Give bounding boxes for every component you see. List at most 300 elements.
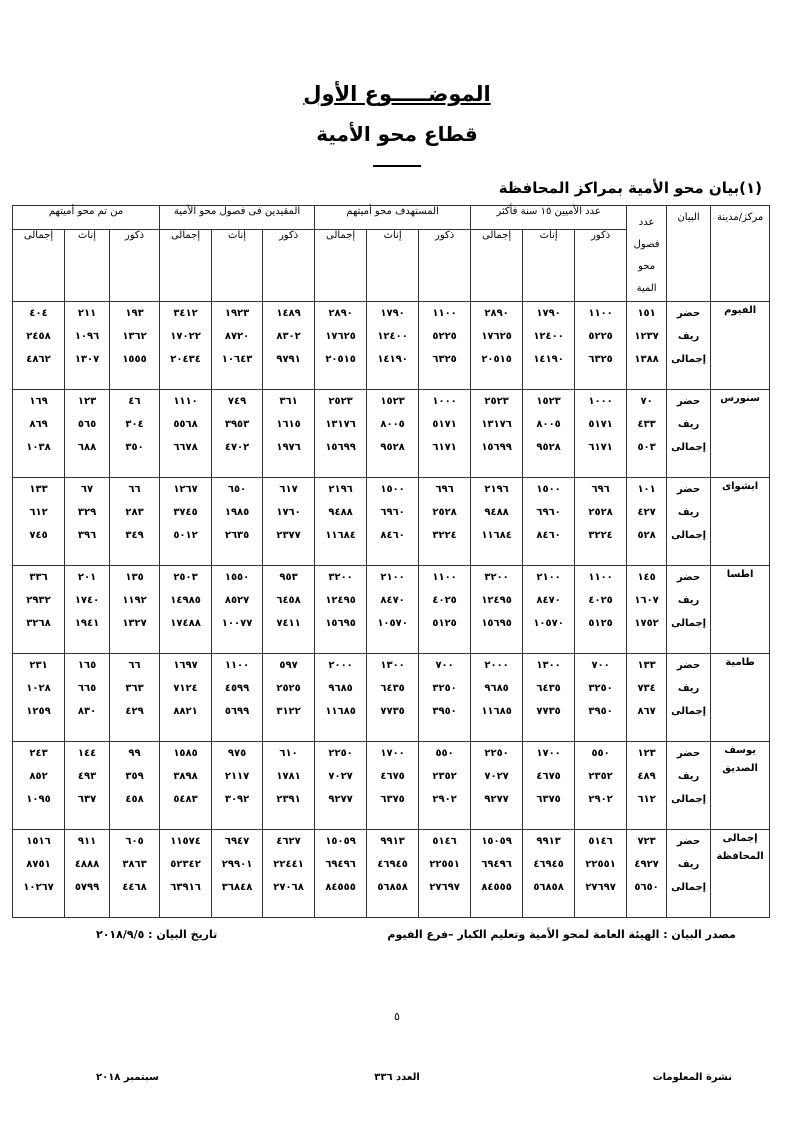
cell-value: ٣٠٤ xyxy=(125,418,144,430)
cell-value: ٢٨٣ xyxy=(125,506,144,518)
cell-value: ١٣٣ xyxy=(637,659,656,671)
cell-cmp-t xyxy=(13,741,65,829)
cell-value: ١٥٠٠ xyxy=(536,483,561,495)
cell-tgt-f xyxy=(367,565,419,653)
cell-value: ١٦٩٧ xyxy=(173,659,198,671)
cell-tgt-t xyxy=(315,389,367,477)
cell-value: ٦٩٤٧ xyxy=(224,835,250,847)
cell-value: ٨٠٠٥ xyxy=(536,418,561,430)
cell-value: ٨٤٧٠ xyxy=(380,594,405,606)
cell-value: ٢٨٩٠ xyxy=(484,307,509,319)
cell-value: ١١٦٨٤ xyxy=(325,529,356,541)
cell-value: ١٧٩٠ xyxy=(536,307,561,319)
cell-value: ٤٤٦٨ xyxy=(122,881,147,893)
row-types xyxy=(667,477,711,565)
cell-value: ١٤٥ xyxy=(637,571,656,583)
cell-value: ٥٥٠ xyxy=(435,747,454,759)
table-row xyxy=(13,829,770,917)
cell-classes xyxy=(627,301,667,389)
cell-value: ٩٥٢٨ xyxy=(380,441,405,453)
cell-value: ٦٦ xyxy=(128,483,141,495)
cell-value: ٣٢٩ xyxy=(77,506,97,518)
row-types xyxy=(667,829,711,917)
cell-value: ٩٤٨٨ xyxy=(484,506,509,518)
cell-ill-f xyxy=(523,301,575,389)
cell-value: ٢٩٩٠١ xyxy=(221,858,253,870)
cell-value: ٣٣٦ xyxy=(29,571,48,583)
header-target: المستهدف محو أميتهم xyxy=(315,206,471,230)
cell-value: ٦٤٣٥ xyxy=(536,682,561,694)
cell-value: ١٦٥ xyxy=(77,659,97,671)
cell-tgt-m xyxy=(419,829,471,917)
cell-value: ٥٢٨ xyxy=(637,529,656,541)
page-title: الموضـــــوع الأول xyxy=(303,82,491,106)
cell-value: ٢٧٦٩٧ xyxy=(429,881,460,893)
cell-value: ٤٠٤ xyxy=(29,307,48,319)
cell-cmp-t xyxy=(13,301,65,389)
cell-value: ١١٩٢ xyxy=(122,594,147,606)
cell-value: ٦١٧١ xyxy=(588,441,613,453)
cell-value: ١١٦٨٤ xyxy=(481,529,512,541)
cell-cmp-t xyxy=(13,477,65,565)
cell-value: ٧٧٣٥ xyxy=(380,705,405,717)
cell-value: ٨٧٢٠ xyxy=(224,330,250,342)
header-classes: عدد فصول محو المية xyxy=(627,206,667,302)
cell-cmp-m xyxy=(110,829,160,917)
cell-value: ٩٧٥ xyxy=(227,747,247,759)
cell-ill-t xyxy=(471,389,523,477)
row-type-label: إجمالى xyxy=(671,353,707,365)
cell-value: ٥٦٩٩ xyxy=(224,705,250,717)
cell-classes xyxy=(627,565,667,653)
cell-value: ٣٢٦٨ xyxy=(26,617,51,629)
cell-value: ٢٠٤٣٤ xyxy=(170,353,201,365)
cell-classes xyxy=(627,477,667,565)
cell-value: ٢٣٥٢ xyxy=(432,770,457,782)
cell-value: ١٤٤ xyxy=(77,747,97,759)
cell-value: ١٢٤٩٥ xyxy=(325,594,356,606)
cell-value: ٥٢٢٥ xyxy=(588,330,613,342)
cell-value: ٧٠٢٧ xyxy=(328,770,353,782)
footer-issue: العدد ٣٣٦ xyxy=(374,1072,420,1083)
cell-value: ١٧٨١ xyxy=(276,770,301,782)
row-type-label: إجمالى xyxy=(671,881,707,893)
sub-total: إجمالى xyxy=(160,230,212,301)
cell-value: ٥٦٥٠ xyxy=(634,881,659,893)
cell-value: ١١٠٠ xyxy=(588,571,613,583)
row-type-label: حضر xyxy=(676,395,701,407)
cell-value: ٥١٢٥ xyxy=(588,617,613,629)
cell-value: ٧٠٠ xyxy=(435,659,454,671)
cell-value: ٣٤٩ xyxy=(125,529,144,541)
cell-value: ٣٠٩٢ xyxy=(224,793,250,805)
row-city: سنورس xyxy=(711,389,770,477)
cell-value: ٤٦٢٧ xyxy=(276,835,301,847)
cell-value: ٦٩٤٩٦ xyxy=(325,858,356,870)
cell-cmp-m xyxy=(110,741,160,829)
cell-classes xyxy=(627,741,667,829)
cell-value: ٣٦٨٤٨ xyxy=(221,881,253,893)
cell-value: ١١٥٧٤ xyxy=(170,835,201,847)
literacy-table xyxy=(12,205,770,918)
cell-value: ١٣٨٨ xyxy=(634,353,659,365)
header-completed: من تم محو أميتهم xyxy=(13,206,160,230)
cell-tgt-t xyxy=(315,565,367,653)
cell-cmp-t xyxy=(13,389,65,477)
cell-cmp-t xyxy=(13,829,65,917)
cell-value: ٣٢٥٠ xyxy=(432,682,457,694)
row-type-label: حضر xyxy=(676,747,701,759)
cell-ill-f xyxy=(523,477,575,565)
cell-value: ٧٤١١ xyxy=(276,617,301,629)
cell-value: ٢٧٦٩٧ xyxy=(585,881,616,893)
cell-value: ١٥٢٣ xyxy=(380,395,405,407)
cell-value: ٢١٠٠ xyxy=(536,571,561,583)
cell-ill-f xyxy=(523,829,575,917)
cell-value: ١٧٤٠ xyxy=(74,594,100,606)
cell-cmp-m xyxy=(110,389,160,477)
cell-enr-m xyxy=(263,653,315,741)
cell-tgt-f xyxy=(367,829,419,917)
cell-value: ٤٧٠٢ xyxy=(224,441,250,453)
cell-value: ٤٩٣ xyxy=(77,770,97,782)
cell-value: ٦٤٥٨ xyxy=(276,594,301,606)
cell-value: ١٥٨٥ xyxy=(173,747,198,759)
cell-value: ١١٦٨٥ xyxy=(325,705,356,717)
cell-value: ٥٦٨٥٨ xyxy=(533,881,564,893)
cell-value: ٣٢٠٠ xyxy=(484,571,509,583)
cell-value: ١٢٣ xyxy=(637,747,656,759)
cell-value: ١٥٦٩٩ xyxy=(481,441,512,453)
cell-value: ١٢٤٩٥ xyxy=(481,594,512,606)
cell-value: ٨٤٥٥٥ xyxy=(325,881,356,893)
cell-tgt-f xyxy=(367,653,419,741)
cell-value: ٢٩٠٢ xyxy=(432,793,457,805)
cell-enr-f xyxy=(212,301,263,389)
cell-cmp-m xyxy=(110,565,160,653)
sub-female: إناث xyxy=(65,230,110,301)
cell-classes xyxy=(627,389,667,477)
cell-value: ٨٨٢١ xyxy=(173,705,198,717)
cell-value: ٢٣٧٧ xyxy=(276,529,301,541)
cell-enr-t xyxy=(160,653,212,741)
cell-value: ١٥١٦ xyxy=(26,835,51,847)
cell-value: ٤٦ xyxy=(128,395,141,407)
row-city: يوسف الصديق xyxy=(711,741,770,829)
cell-value: ٣٩٥٠ xyxy=(432,705,457,717)
row-types xyxy=(667,741,711,829)
cell-value: ٢٧٠٦٨ xyxy=(273,881,304,893)
cell-value: ٣٧٤٥ xyxy=(173,506,198,518)
cell-value: ٢٥٢٨ xyxy=(588,506,613,518)
cell-value: ٦١٧١ xyxy=(432,441,457,453)
cell-value: ٢١١٧ xyxy=(224,770,250,782)
cell-value: ٨٠٠٥ xyxy=(380,418,405,430)
cell-enr-f xyxy=(212,565,263,653)
cell-enr-f xyxy=(212,741,263,829)
cell-value: ١٠٥٧٠ xyxy=(377,617,408,629)
cell-value: ٩٩ xyxy=(128,747,141,759)
header-type: البيان xyxy=(667,206,711,302)
cell-value: ٢٤٣ xyxy=(29,747,48,759)
cell-enr-m xyxy=(263,565,315,653)
cell-value: ٤٠٢٥ xyxy=(588,594,613,606)
cell-value: ٤٨٦٢ xyxy=(26,353,51,365)
page-subtitle: قطاع محو الأمية xyxy=(316,122,478,146)
cell-enr-f xyxy=(212,389,263,477)
cell-value: ١٧٦٠ xyxy=(276,506,301,518)
cell-value: ٨٥٢٧ xyxy=(224,594,250,606)
cell-cmp-m xyxy=(110,301,160,389)
cell-value: ١١٠٠ xyxy=(432,307,457,319)
cell-value: ٦٣٧٥ xyxy=(536,793,561,805)
cell-value: ٦٣٧ xyxy=(77,793,97,805)
cell-tgt-m xyxy=(419,565,471,653)
cell-ill-f xyxy=(523,741,575,829)
cell-value: ١٧٠٠ xyxy=(380,747,405,759)
cell-value: ٢٥٢٣ xyxy=(484,395,509,407)
cell-value: ٨٣٠ xyxy=(77,705,97,717)
cell-value: ٥٤٨٣ xyxy=(173,793,198,805)
row-type-label: إجمالى xyxy=(671,441,707,453)
cell-value: ٥٦٥ xyxy=(77,418,97,430)
cell-ill-f xyxy=(523,565,575,653)
cell-cmp-f xyxy=(65,653,110,741)
cell-tgt-m xyxy=(419,477,471,565)
cell-value: ٨٥٢ xyxy=(29,770,48,782)
cell-tgt-m xyxy=(419,741,471,829)
row-type-label: ريف xyxy=(677,770,700,782)
cell-ill-m xyxy=(575,477,627,565)
cell-value: ٨٣٠٢ xyxy=(276,330,301,342)
cell-value: ٣٨٩٨ xyxy=(173,770,198,782)
cell-value: ١٦٩ xyxy=(29,395,48,407)
cell-value: ٣٨٦٣ xyxy=(122,858,147,870)
cell-value: ٢٠٠٠ xyxy=(328,659,353,671)
cell-value: ١٠٩٦ xyxy=(74,330,100,342)
row-type-label: إجمالى xyxy=(671,793,707,805)
cell-ill-f xyxy=(523,653,575,741)
cell-value: ٤٦٩٤٥ xyxy=(377,858,408,870)
cell-ill-f xyxy=(523,389,575,477)
cell-cmp-f xyxy=(65,829,110,917)
cell-value: ٢٢٥٠ xyxy=(328,747,353,759)
cell-enr-m xyxy=(263,741,315,829)
cell-value: ١٣٠٧ xyxy=(74,353,100,365)
cell-value: ٣٢٠٠ xyxy=(328,571,353,583)
table-row xyxy=(13,301,770,389)
cell-value: ٦٤٣٥ xyxy=(380,682,405,694)
cell-value: ٦٩٦٠ xyxy=(536,506,561,518)
cell-enr-t xyxy=(160,829,212,917)
cell-value: ١٠٢٨ xyxy=(26,682,51,694)
cell-value: ٦١٧ xyxy=(279,483,298,495)
cell-cmp-m xyxy=(110,653,160,741)
cell-cmp-f xyxy=(65,389,110,477)
cell-value: ٩٥٣ xyxy=(279,571,298,583)
footer-month: سبتمبر ٢٠١٨ xyxy=(96,1072,159,1083)
cell-value: ٩٩١٣ xyxy=(536,835,561,847)
cell-value: ٨٤٦٠ xyxy=(380,529,405,541)
cell-value: ١٩٨٥ xyxy=(224,506,250,518)
footer-bulletin: نشرة المعلومات xyxy=(652,1072,732,1083)
cell-value: ٤٥٨ xyxy=(125,793,144,805)
cell-enr-t xyxy=(160,301,212,389)
cell-value: ٩٧٩١ xyxy=(276,353,301,365)
row-type-label: إجمالى xyxy=(671,617,707,629)
cell-value: ١٢٤٠٠ xyxy=(377,330,408,342)
cell-value: ١٢٦٧ xyxy=(173,483,198,495)
cell-value: ١٦١٥ xyxy=(276,418,301,430)
header-row-groups xyxy=(13,206,770,230)
row-type-label: حضر xyxy=(676,835,701,847)
row-city: الفيوم xyxy=(711,301,770,389)
cell-value: ٢١٩٦ xyxy=(484,483,509,495)
cell-value: ١٣١٧٦ xyxy=(481,418,512,430)
cell-value: ٦٦ xyxy=(128,659,141,671)
cell-value: ١١٦٨٥ xyxy=(481,705,512,717)
cell-value: ٧١٢٤ xyxy=(173,682,198,694)
cell-value: ١٩٣ xyxy=(125,307,144,319)
row-type-label: حضر xyxy=(676,571,701,583)
cell-value: ٥١٢٥ xyxy=(432,617,457,629)
header-city: مركز/مدينة xyxy=(711,206,770,302)
cell-value: ٢٤٥٨ xyxy=(26,330,51,342)
row-city: إجمالى المحافظة xyxy=(711,829,770,917)
cell-value: ٩٦٨٥ xyxy=(484,682,509,694)
cell-value: ٥٧٩٩ xyxy=(74,881,100,893)
header-enrolled: المقيدين فى فصول محو الأمية xyxy=(160,206,315,230)
cell-value: ١٠٠٠ xyxy=(588,395,613,407)
cell-value: ١٩٤١ xyxy=(74,617,100,629)
cell-value: ١٧٠٢٢ xyxy=(170,330,201,342)
cell-ill-m xyxy=(575,301,627,389)
table-row xyxy=(13,565,770,653)
cell-value: ٩٩١٣ xyxy=(380,835,405,847)
cell-value: ١١٠٠ xyxy=(432,571,457,583)
row-city: اطسا xyxy=(711,565,770,653)
row-types xyxy=(667,653,711,741)
cell-value: ١٥٦٩٥ xyxy=(481,617,512,629)
cell-cmp-f xyxy=(65,301,110,389)
cell-value: ١٣٦٢ xyxy=(122,330,147,342)
cell-value: ٣١٢٢ xyxy=(276,705,301,717)
cell-value: ٢٥٢٨ xyxy=(432,506,457,518)
cell-cmp-f xyxy=(65,741,110,829)
cell-ill-t xyxy=(471,653,523,741)
cell-value: ٢٥٠٣ xyxy=(173,571,198,583)
cell-value: ٤٣٣ xyxy=(637,418,656,430)
cell-enr-m xyxy=(263,829,315,917)
cell-value: ٧٠ xyxy=(640,395,653,407)
cell-value: ٢٥٢٣ xyxy=(328,395,353,407)
cell-value: ٣٦٣ xyxy=(125,682,144,694)
cell-value: ١٠٠٠ xyxy=(432,395,457,407)
row-type-label: ريف xyxy=(677,506,700,518)
cell-value: ٣٩٥٣ xyxy=(224,418,250,430)
cell-tgt-t xyxy=(315,301,367,389)
cell-value: ٧٣٤ xyxy=(637,682,656,694)
cell-value: ٦٣٢٥ xyxy=(588,353,613,365)
cell-value: ٧٠٢٧ xyxy=(484,770,509,782)
sub-total: إجمالى xyxy=(315,230,367,301)
cell-value: ١٤٩٨٥ xyxy=(170,594,201,606)
cell-value: ١٠٥٧٠ xyxy=(533,617,564,629)
cell-value: ٢٩٠٢ xyxy=(588,793,613,805)
cell-tgt-f xyxy=(367,741,419,829)
cell-enr-t xyxy=(160,389,212,477)
cell-value: ٢١٩٦ xyxy=(328,483,353,495)
cell-value: ١٥٠٥٩ xyxy=(481,835,512,847)
cell-value: ١٧٦٢٥ xyxy=(481,330,512,342)
cell-ill-m xyxy=(575,829,627,917)
cell-value: ٩٥٢٨ xyxy=(536,441,561,453)
cell-enr-f xyxy=(212,477,263,565)
row-type-label: ريف xyxy=(677,858,700,870)
row-type-label: ريف xyxy=(677,330,700,342)
cell-value: ٩٦٨٥ xyxy=(328,682,353,694)
cell-value: ٤٢٩ xyxy=(125,705,144,717)
cell-value: ٦٩٦ xyxy=(591,483,610,495)
cell-cmp-t xyxy=(13,565,65,653)
cell-value: ٢٢٥٠ xyxy=(484,747,509,759)
row-city: طامية xyxy=(711,653,770,741)
cell-value: ٣٢٢٤ xyxy=(432,529,457,541)
cell-value: ٤٥٩٩ xyxy=(224,682,250,694)
cell-value: ١٢٣ xyxy=(77,395,97,407)
cell-value: ٨٤٦٠ xyxy=(536,529,561,541)
table-row xyxy=(13,741,770,829)
cell-cmp-f xyxy=(65,477,110,565)
cell-classes xyxy=(627,829,667,917)
cell-tgt-m xyxy=(419,301,471,389)
cell-value: ٦٣٢٥ xyxy=(432,353,457,365)
cell-value: ٤٦٩٤٥ xyxy=(533,858,564,870)
cell-value: ١٠٢٦٧ xyxy=(23,881,54,893)
cell-value: ٥١٧١ xyxy=(588,418,613,430)
row-type-label: ريف xyxy=(677,418,700,430)
cell-value: ٦٣٧٥ xyxy=(380,793,405,805)
cell-value: ٤٨٨٨ xyxy=(74,858,100,870)
cell-value: ١٠٩٥ xyxy=(26,793,51,805)
cell-value: ٦٨٨ xyxy=(77,441,97,453)
cell-value: ٢٢٥٥١ xyxy=(585,858,616,870)
source-date: تاريخ البيان : ٢٠١٨/٩/٥ xyxy=(96,928,218,941)
cell-value: ١٧٤٨٨ xyxy=(170,617,201,629)
cell-value: ١٢٤٠٠ xyxy=(533,330,564,342)
cell-value: ١٥٦٩٩ xyxy=(325,441,356,453)
cell-value: ٦٩٦٠ xyxy=(380,506,405,518)
cell-value: ١٤١٩٠ xyxy=(377,353,408,365)
cell-value: ١٠٠٧٧ xyxy=(221,617,253,629)
row-type-label: إجمالى xyxy=(671,529,707,541)
cell-value: ١٩٧٦ xyxy=(276,441,301,453)
cell-value: ٣٢٥٠ xyxy=(588,682,613,694)
cell-value: ١٢٣٧ xyxy=(634,330,659,342)
cell-value: ١٠١ xyxy=(637,483,656,495)
cell-value: ٤٦٧٥ xyxy=(536,770,561,782)
cell-value: ١٣١٧٦ xyxy=(325,418,356,430)
row-type-label: حضر xyxy=(676,307,701,319)
sub-male: ذكور xyxy=(263,230,315,301)
cell-value: ١٩٢٣ xyxy=(224,307,250,319)
cell-value: ١٣٣ xyxy=(29,483,48,495)
cell-tgt-m xyxy=(419,653,471,741)
cell-tgt-t xyxy=(315,477,367,565)
cell-value: ٥١٧١ xyxy=(432,418,457,430)
cell-ill-t xyxy=(471,829,523,917)
title-divider xyxy=(373,165,421,167)
